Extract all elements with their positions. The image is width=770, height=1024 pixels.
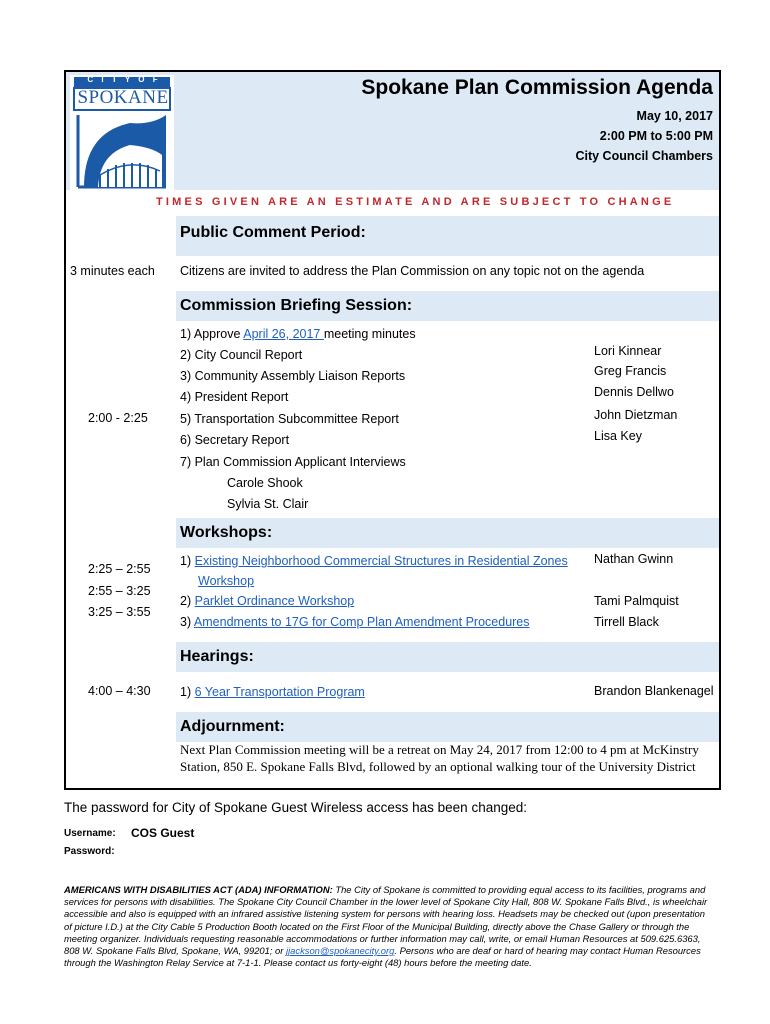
presenter-tami-palmquist: Tami Palmquist [594,594,679,608]
hearing-item-1-num: 1) [180,685,192,699]
workshop-item-3-num: 3) [180,615,192,629]
wifi-username-label: Username: [64,828,116,839]
logo-city-of-text: C I T Y O F [87,75,161,84]
briefing-item-7: 7) Plan Commission Applicant Interviews [180,455,406,469]
workshop-time-3: 3:25 – 3:55 [88,605,151,619]
wifi-password-label: Password: [64,846,115,857]
ada-text: The City of Spokane is committed to providing equal access to its facilities, programs and services for persons with disabilities. The Spokane City Council Chamber in the lower level of Spokane City Hall, 808 W. Spokane Falls Blvd., is wheelchair accessible and also is equipped with an infrared assistive listening system for persons with hearing loss. Headsets may be checked out (upon presentation of picture I.D.) at the City Cable 5 Production Booth located on the First Floor of the Municipal Building, directly above the Chase Gallery or through the meeting organizer. Individuals requesting reasonable accommodations or further information may call, write, or email Human Resources at 509.625.6363, 808 W. Spokane Falls Blvd, Spokane, WA, 99201; or [64,884,708,957]
public-comment-heading-bar [176,216,719,256]
workshops-heading-bar [176,518,719,548]
briefing-heading: Commission Briefing Session: [180,297,413,314]
briefing-item-1-suffix: meeting minutes [323,327,416,341]
ada-information [64,884,714,969]
briefing-item-6: 6) Secretary Report [180,433,290,447]
workshop-time-2: 2:55 – 3:25 [88,584,151,598]
ada-heading: AMERICANS WITH DISABILITIES ACT (ADA) INFORMATION: [64,884,333,895]
presenter-dennis-dellwo: Dennis Dellwo [594,385,674,399]
public-comment-text: Citizens are invited to address the Plan Commission on any topic not on the agenda [180,264,645,278]
hearings-heading-bar [176,642,719,672]
presenter-greg-francis: Greg Francis [594,364,667,378]
presenter-tirrell-black: Tirrell Black [594,615,659,629]
agenda-frame [64,70,721,790]
public-comment-time: 3 minutes each [70,264,155,278]
times-disclaimer-banner: TIMES GIVEN ARE AN ESTIMATE AND ARE SUBJECT TO CHANGE [156,196,675,208]
adjournment-text: Next Plan Commission meeting will be a retreat on May 24, 2017 from 12:00 to 4 pm at McKinstry Station, 850 E. Spokane Falls Blvd, followed by an optional walking tour of the University District [180,742,699,774]
april-26-minutes-link[interactable]: April 26, 2017 [243,327,324,341]
transportation-program-link[interactable]: 6 Year Transportation Program [194,685,365,699]
workshop-time-1: 2:25 – 2:55 [88,562,151,576]
agenda-header [66,72,719,190]
amendments-17g-link[interactable]: Amendments to 17G for Comp Plan Amendment Procedures [193,615,530,629]
briefing-heading-bar [176,291,719,321]
briefing-item-4: 4) President Report [180,390,289,404]
applicant-2: Sylvia St. Clair [227,497,309,511]
briefing-item-1-prefix: 1) Approve [180,327,244,341]
presenter-nathan-gwinn: Nathan Gwinn [594,552,674,566]
briefing-item-5: 5) Transportation Subcommittee Report [180,412,399,426]
meeting-time: 2:00 PM to 5:00 PM [599,129,713,143]
hearing-time: 4:00 – 4:30 [88,684,151,698]
workshop-item-2 [180,594,354,608]
presenter-lori-kinnear: Lori Kinnear [594,344,662,358]
neighborhood-commercial-workshop-link-cont[interactable]: Workshop [198,574,255,588]
parklet-ordinance-workshop-link[interactable]: Parklet Ordinance Workshop [194,594,355,608]
workshop-item-3 [180,615,530,629]
meeting-location: City Council Chambers [575,149,713,163]
agenda-title: Spokane Plan Commission Agenda [361,76,713,99]
public-comment-heading: Public Comment Period: [180,224,366,241]
hearing-item-1 [180,685,365,699]
logo-spokane-text: SPOKANE [77,87,169,108]
workshop-item-2-num: 2) [180,594,192,608]
adjournment-heading-bar [176,712,719,742]
workshop-item-1 [180,554,568,568]
hearings-heading: Hearings: [180,648,254,665]
briefing-item-3: 3) Community Assembly Liaison Reports [180,369,406,383]
adjournment-heading: Adjournment: [180,718,285,735]
meeting-date: May 10, 2017 [636,109,713,123]
presenter-lisa-key: Lisa Key [594,429,642,443]
hr-email-link[interactable]: jjackson@spokanecity.org [286,945,395,957]
wifi-username-value: COS Guest [131,826,195,840]
presenter-brandon-blankenagel: Brandon Blankenagel [594,684,714,698]
ada-text-end: . Persons who are deaf or hard of hearing may contact Human Resources through the Washington Relay Service at 7-1-1. Please contact us forty-eight (48) hours before the meeting date. [64,945,701,969]
applicant-1: Carole Shook [227,476,303,490]
neighborhood-commercial-workshop-link[interactable]: Existing Neighborhood Commercial Structures in Residential Zones [194,554,568,568]
briefing-item-2: 2) City Council Report [180,348,303,362]
briefing-time: 2:00 - 2:25 [88,411,148,425]
workshop-item-1-num: 1) [180,554,192,568]
wifi-notice: The password for City of Spokane Guest Wireless access has been changed: [64,800,527,815]
workshops-heading: Workshops: [180,524,273,541]
presenter-john-dietzman: John Dietzman [594,408,678,422]
briefing-item-1 [180,327,416,341]
